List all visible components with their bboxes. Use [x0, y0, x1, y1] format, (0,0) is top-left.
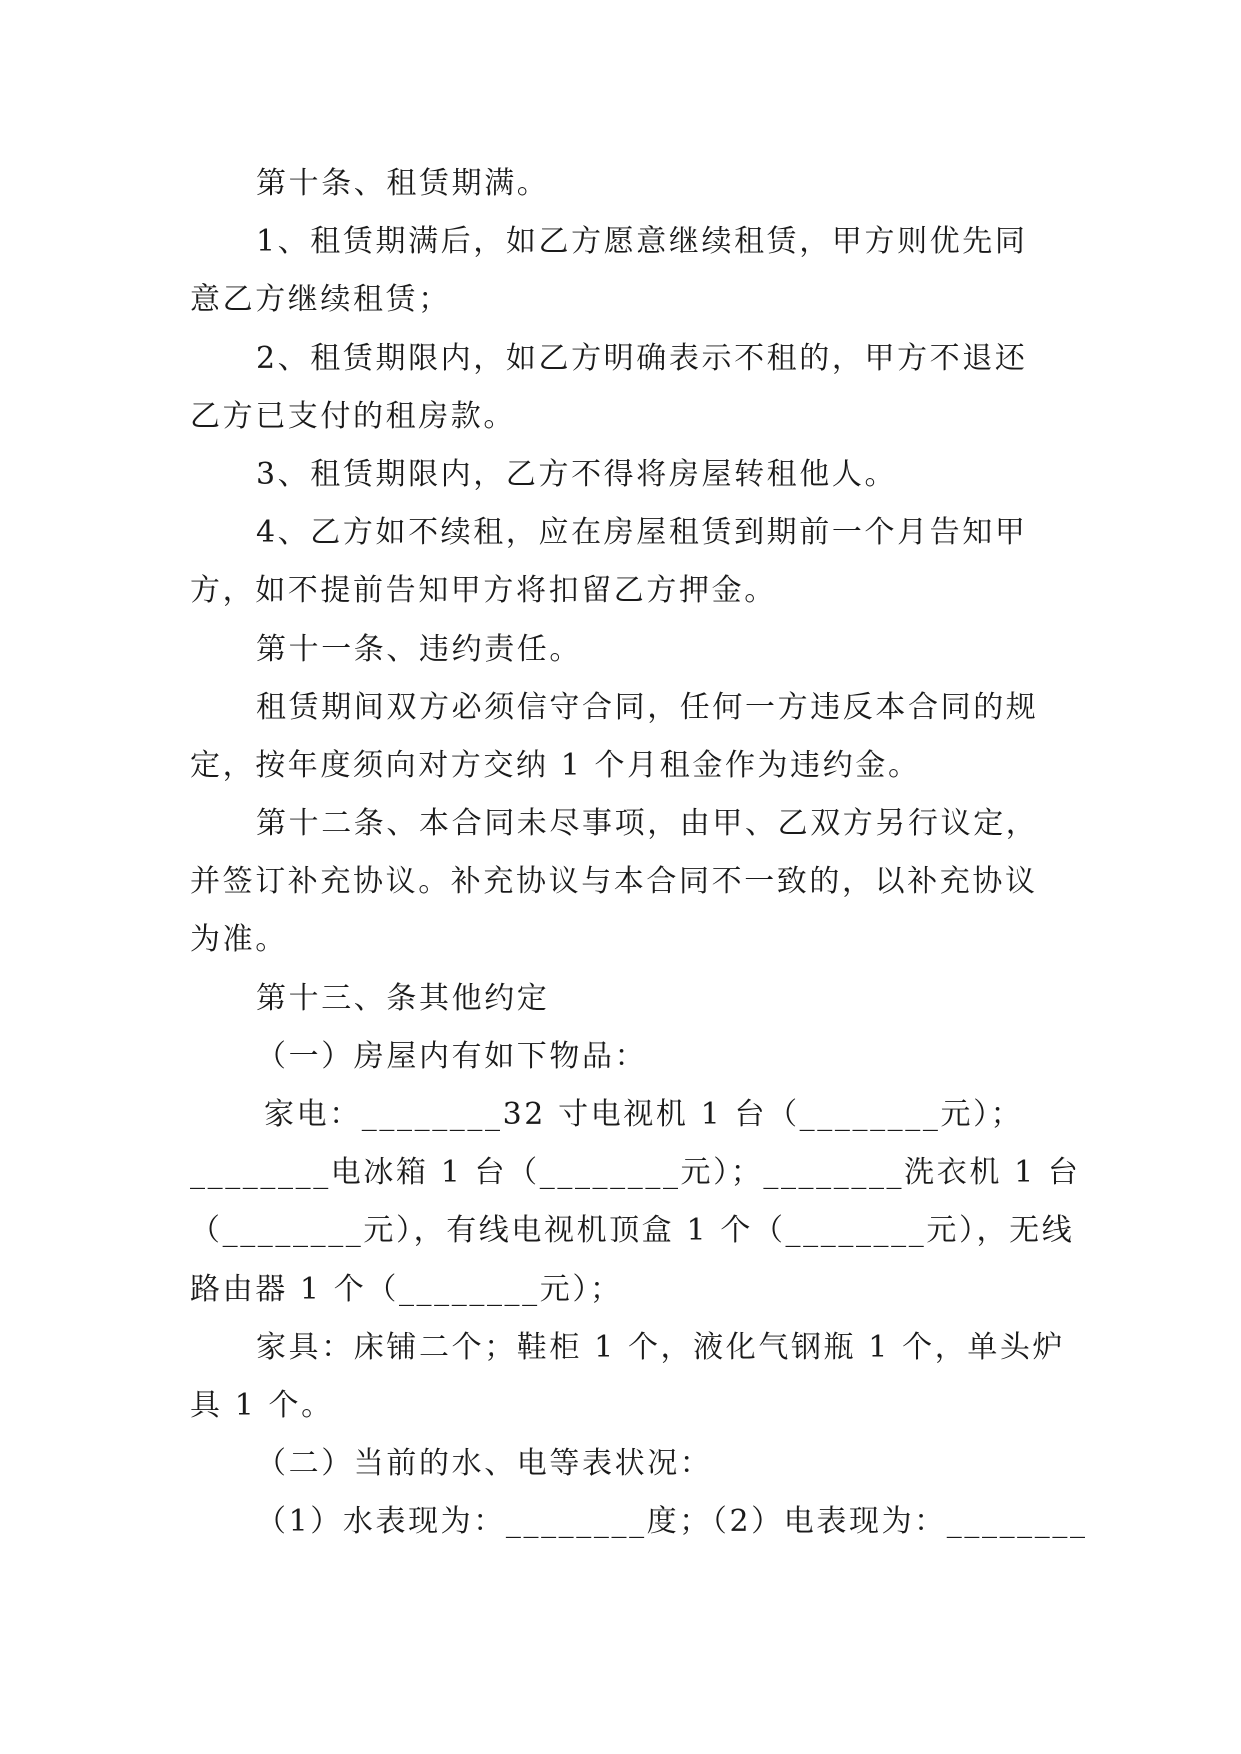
- clause-13-section-2-heading: （二）当前的水、电等表状况：: [256, 1446, 713, 1482]
- appliances-line-3: （________元），有线电视机顶盒 1 个（________元），无线: [190, 1213, 1075, 1249]
- clause-10-item-2-line-2: 乙方已支付的租房款。: [190, 398, 516, 434]
- furniture-line-1: 家具：床铺二个；鞋柜 1 个，液化气钢瓶 1 个，单头炉: [256, 1329, 1066, 1365]
- furniture-line-2: 具 1 个。: [190, 1387, 334, 1423]
- appliances-line-2: ________电冰箱 1 台（________元）；________洗衣机 1 台: [190, 1155, 1081, 1191]
- clause-12-line-1: 第十二条、本合同未尽事项，由甲、乙双方另行议定，: [256, 806, 1039, 842]
- appliances-line-1: 家电：________32 寸电视机 1 台（________元）；: [264, 1097, 1024, 1132]
- clause-10-item-4-line-2: 方，如不提前告知甲方将扣留乙方押金。: [190, 573, 777, 609]
- clause-13-section-1-heading: （一）房屋内有如下物品：: [256, 1038, 648, 1074]
- clause-12-line-2: 并签订补充协议。补充协议与本合同不一致的，以补充协议: [190, 864, 1038, 900]
- document-body: [190, 155, 1088, 1552]
- clause-10-item-1-line-1: 1、租赁期满后，如乙方愿意继续租赁，甲方则优先同: [256, 224, 1028, 260]
- clause-12-line-3: 为准。: [190, 922, 288, 958]
- clause-11-heading: 第十一条、违约责任。: [256, 631, 582, 667]
- clause-10-item-4-line-1: 4、乙方如不续租，应在房屋租赁到期前一个月告知甲: [256, 515, 1028, 551]
- clause-10-item-2-line-1: 2、租赁期限内，如乙方明确表示不租的，甲方不退还: [256, 340, 1028, 376]
- clause-11-body-line-1: 租赁期间双方必须信守合同，任何一方违反本合同的规: [256, 689, 1039, 725]
- clause-10-item-3: 3、租赁期限内，乙方不得将房屋转租他人。: [256, 456, 898, 492]
- appliances-line-4: 路由器 1 个（________元）；: [190, 1271, 623, 1307]
- clause-10-heading: 第十条、租赁期满。: [256, 166, 550, 201]
- clause-13-heading: 第十三、条其他约定: [256, 980, 550, 1016]
- clause-10-item-1-line-2: 意乙方继续租赁；: [190, 282, 451, 318]
- clause-11-body-line-2: 定，按年度须向对方交纳 1 个月租金作为违约金。: [190, 747, 921, 783]
- meter-readings-line: （1）水表现为：________度；（2）电表现为：________: [256, 1504, 1088, 1540]
